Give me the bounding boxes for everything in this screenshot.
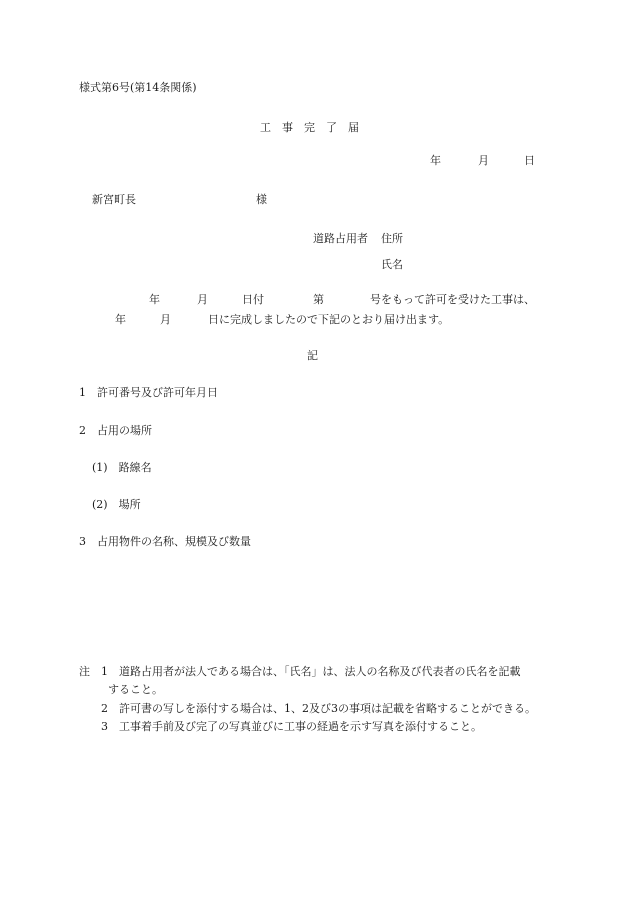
- body-line1-number-prefix: 第: [313, 293, 324, 306]
- item-2: 2 占用の場所: [79, 424, 152, 437]
- form-number: 様式第6号(第14条関係): [79, 81, 197, 94]
- note-1-line1: 道路占用者が法人である場合は、「氏名」は、法人の名称及び代表者の氏名を記載: [119, 665, 521, 678]
- body-line2-month: 月: [160, 313, 171, 326]
- item-2-sub-2: (2) 場所: [92, 498, 141, 511]
- addressee-name: 新宮町長: [92, 193, 136, 206]
- body-line2-year: 年: [115, 313, 126, 326]
- document-title: 工 事 完 了 届: [260, 121, 359, 134]
- date-year-label: 年: [430, 154, 441, 167]
- date-month-label: 月: [478, 154, 489, 167]
- body-line1-rest: 号をもって許可を受けた工事は、: [370, 293, 535, 306]
- item-1: 1 許可番号及び許可年月日: [79, 386, 218, 399]
- ki-heading: 記: [307, 349, 318, 362]
- applicant-role-label: 道路占用者: [313, 232, 368, 245]
- note-1-line2: すること。: [108, 683, 163, 696]
- item-2-sub-1: (1) 路線名: [92, 461, 152, 474]
- item-3: 3 占用物件の名称、規模及び数量: [79, 535, 251, 548]
- note-2-text: 許可書の写しを添付する場合は、1、2及び3の事項は記載を省略することができる。: [119, 702, 536, 715]
- body-line2-rest: 日に完成しましたので下記のとおり届け出ます。: [208, 313, 450, 326]
- applicant-address-label: 住所: [381, 232, 403, 245]
- note-2-number: 2: [101, 702, 108, 715]
- body-line1-year: 年: [149, 293, 160, 306]
- date-day-label: 日: [524, 154, 535, 167]
- note-3-number: 3: [101, 720, 108, 733]
- notes-label: 注: [79, 665, 90, 678]
- addressee-honorific: 様: [256, 193, 267, 206]
- note-3-text: 工事着手前及び完了の写真並びに工事の経過を示す写真を添付すること。: [119, 720, 482, 733]
- body-line1-day-dated: 日付: [242, 293, 264, 306]
- body-line1-month: 月: [197, 293, 208, 306]
- applicant-name-label: 氏名: [381, 258, 403, 271]
- note-1-number: 1: [101, 665, 108, 678]
